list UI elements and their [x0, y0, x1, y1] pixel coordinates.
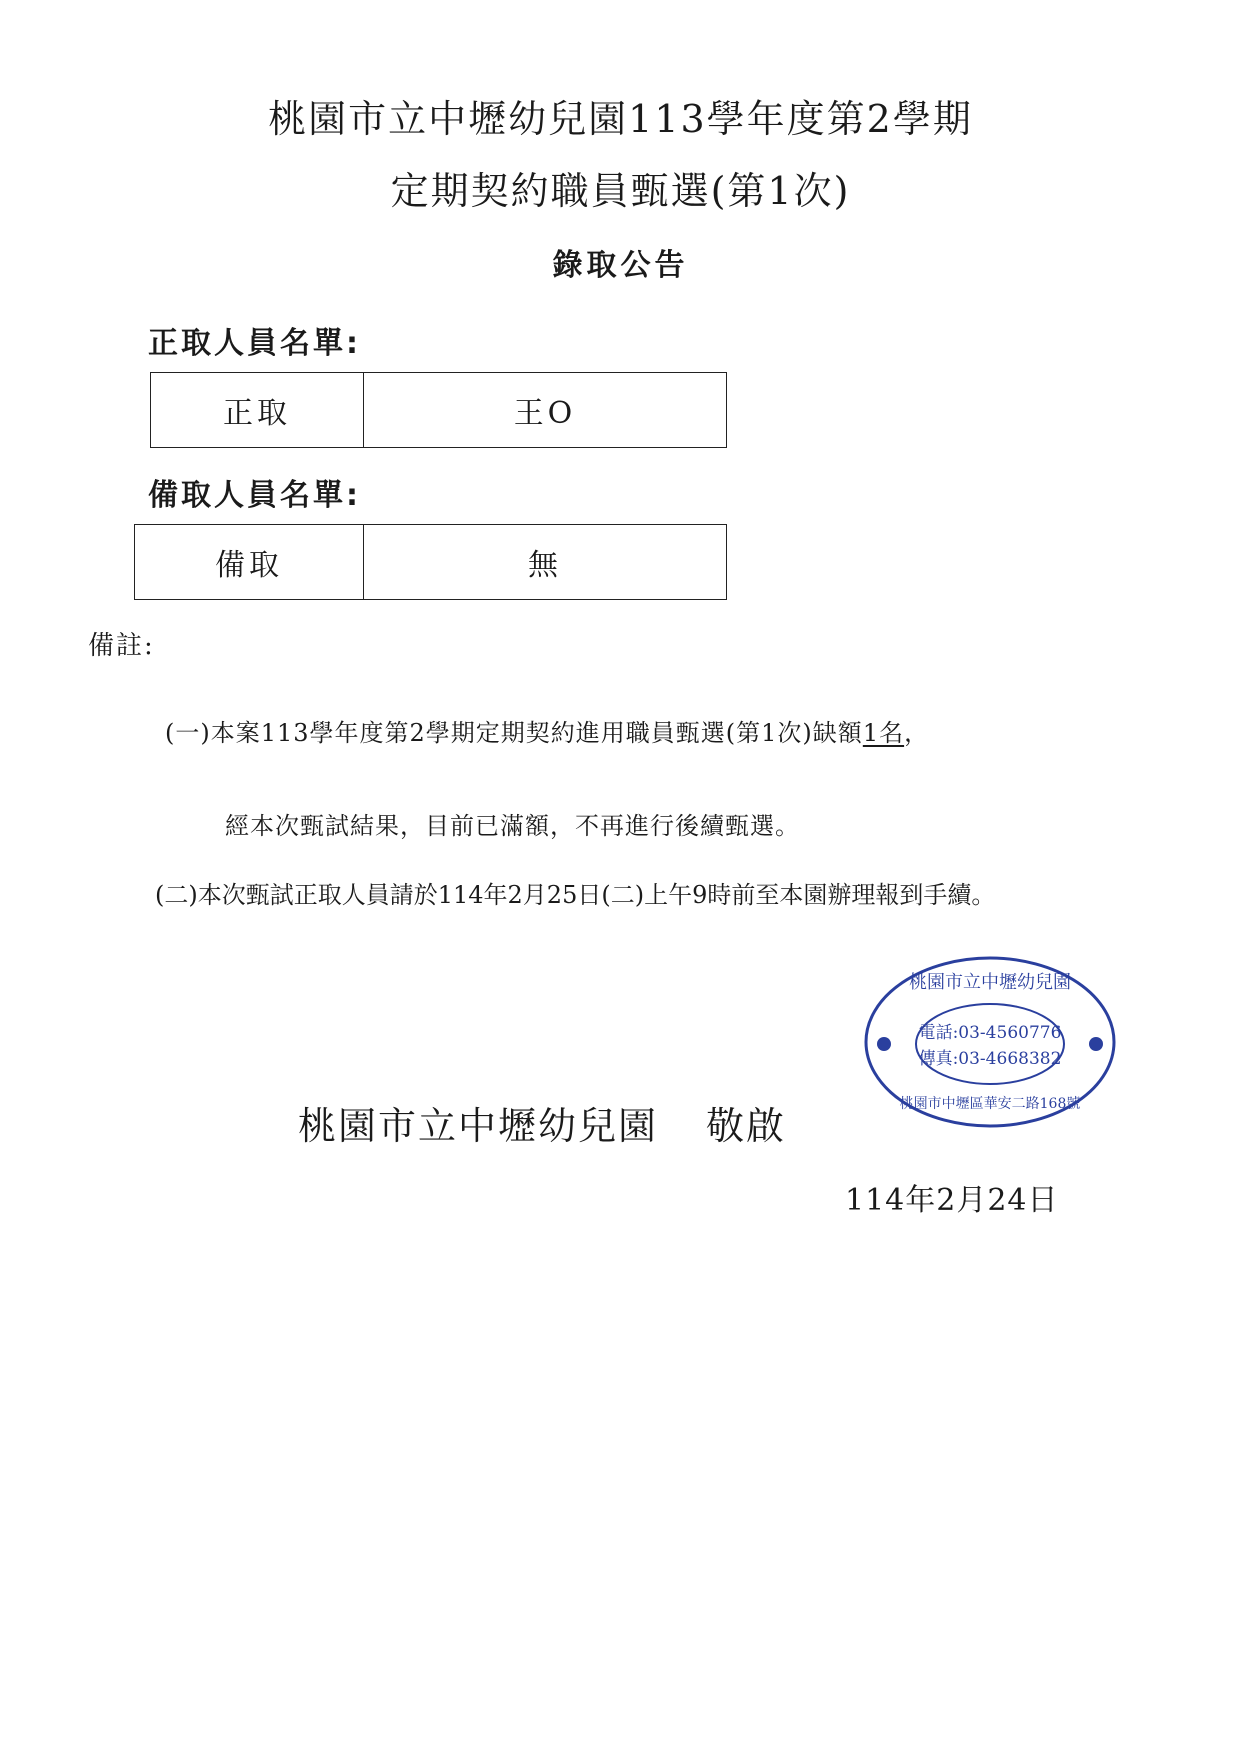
- remark-note-1: [165, 713, 929, 748]
- signature-closing: 敬啟: [706, 1104, 787, 1148]
- remarks-label: 備註:: [88, 631, 155, 661]
- waitlist-heading: 備取人員名單:: [148, 478, 361, 513]
- waitlist-label-cell: 備取: [135, 525, 364, 600]
- svg-text:電話:03-4560776: 電話:03-4560776: [918, 1023, 1062, 1043]
- admitted-table: [150, 372, 727, 448]
- table-row: [151, 373, 727, 448]
- table-row: [135, 525, 727, 600]
- document-title-announcement: 錄取公告: [552, 248, 689, 283]
- signature-line: [298, 1095, 786, 1150]
- svg-text:傳真:03-4668382: 傳真:03-4668382: [918, 1049, 1062, 1069]
- waitlist-name-cell: 無: [364, 525, 727, 600]
- document-title-line1: 桃園市立中壢幼兒園113學年度第2學期: [268, 97, 973, 141]
- document-title-line2: 定期契約職員甄選(第1次): [390, 169, 851, 213]
- remark-note-1-text: (一)本案113學年度第2學期定期契約進用職員甄選(第1次)缺額: [165, 719, 863, 747]
- remark-note-1-line2: 經本次甄試結果，目前已滿額，不再進行後續甄選。: [225, 812, 800, 840]
- admitted-name-cell: 王O: [364, 373, 727, 448]
- admitted-label-cell: 正取: [151, 373, 364, 448]
- remark-note-1-punct: ，: [904, 719, 930, 747]
- svg-text:桃園市中壢區華安二路168號: 桃園市中壢區華安二路168號: [899, 1096, 1081, 1112]
- vacancy-count: 1名: [862, 719, 905, 747]
- waitlist-table: [134, 524, 727, 600]
- remark-note-2: (二)本次甄試正取人員請於114年2月25日(二)上午9時前至本園辦理報到手續。: [155, 881, 996, 909]
- svg-text:桃園市立中壢幼兒園: 桃園市立中壢幼兒園: [909, 972, 1071, 993]
- signature-org: 桃園市立中壢幼兒園: [298, 1104, 659, 1148]
- document-date: 114年2月24日: [845, 1183, 1059, 1218]
- admitted-list-heading: 正取人員名單:: [148, 326, 361, 361]
- official-seal-stamp: [860, 952, 1120, 1132]
